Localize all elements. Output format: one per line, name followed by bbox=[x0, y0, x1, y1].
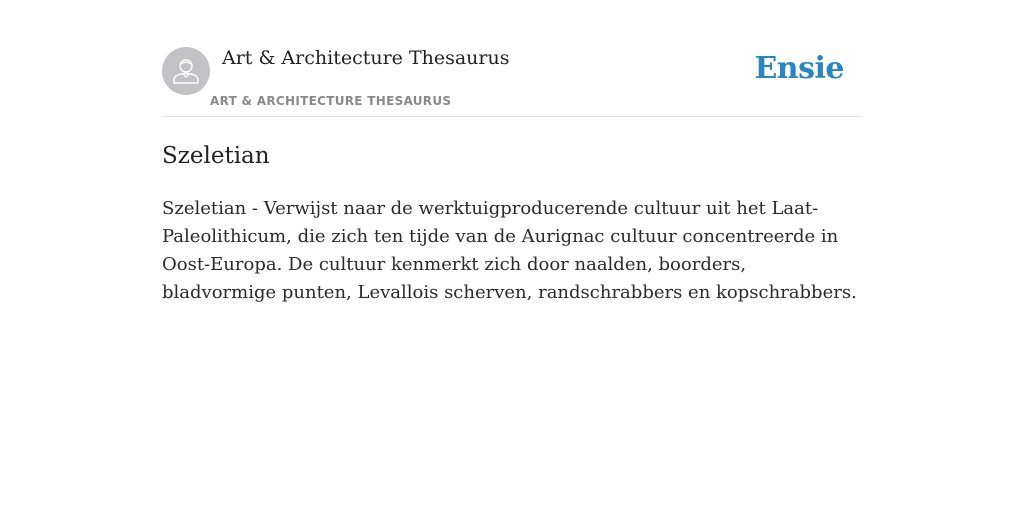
ensie-logo[interactable]: Ensie bbox=[754, 51, 844, 86]
entry-header bbox=[162, 0, 862, 117]
entry-title: Szeletian bbox=[162, 143, 270, 169]
entry-card bbox=[162, 0, 862, 307]
author-avatar[interactable] bbox=[162, 47, 210, 95]
entry-definition: Szeletian - Verwijst naar de werktuigproducerende cultuur uit het Laat-Paleolithicum, die zich ten tijde van de Aurignac cultuur concentreerde in Oost-Europa. De cultuur kenmerkt zich door naalden, boorders, bladvormige punten, Levallois scherven, randschrabbers en kopschrabbers. bbox=[162, 198, 857, 303]
source-label: ART & ARCHITECTURE THESAURUS bbox=[210, 94, 452, 108]
user-icon bbox=[171, 56, 201, 86]
author-name-link[interactable]: Art & Architecture Thesaurus bbox=[222, 47, 510, 69]
